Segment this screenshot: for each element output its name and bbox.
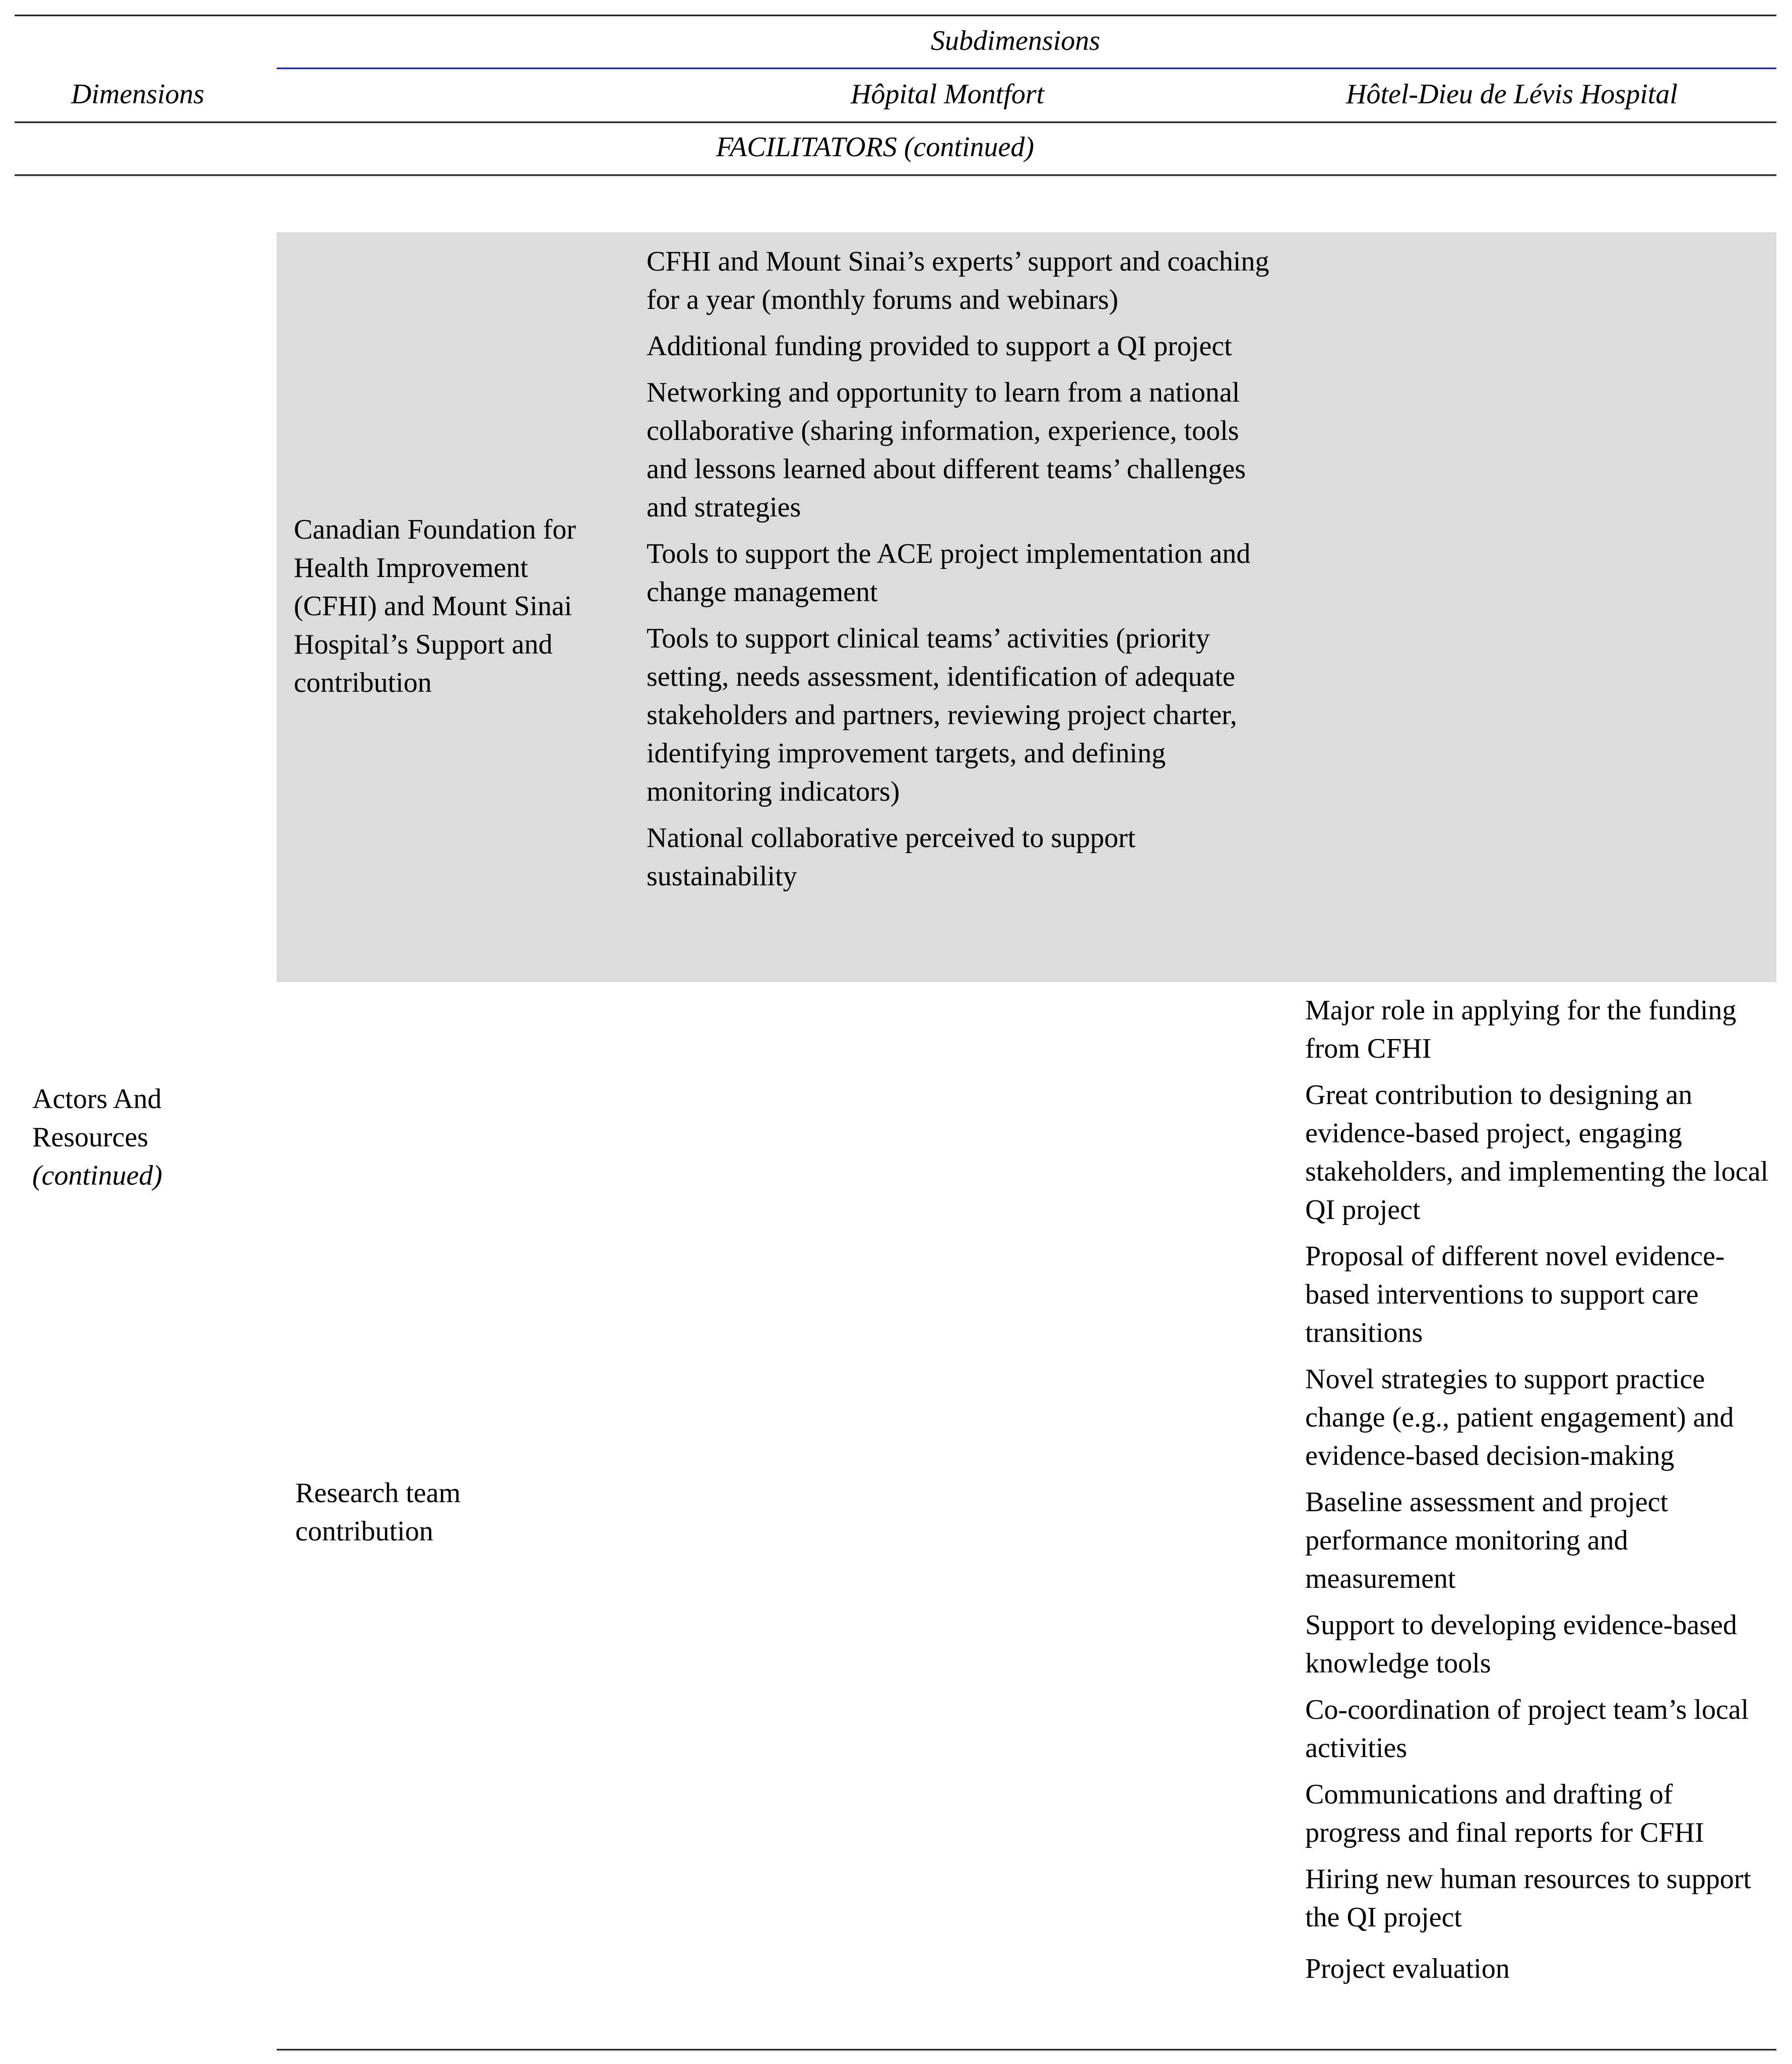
- table-bottom-rule: [277, 2049, 1776, 2050]
- list-item: Communications and drafting of progress and final reports for CFHI: [1305, 1779, 1704, 1848]
- montfort-cfhi-list: [647, 242, 1282, 904]
- header-subdimensions: Subdimensions: [931, 25, 1100, 56]
- list-item: Hiring new human resources to support the QI project: [1305, 1863, 1751, 1933]
- list-item: Project evaluation: [1305, 1953, 1510, 1984]
- subdimension-research-team: Research team contribution: [295, 1477, 461, 1547]
- section-bottom-rule: [15, 174, 1776, 176]
- dimension-actors-resources: [32, 1080, 244, 1195]
- header-dimensions: Dimensions: [71, 79, 205, 110]
- table-top-rule: [15, 15, 1776, 16]
- list-item: Support to developing evidence-based knowledge tools: [1305, 1609, 1737, 1679]
- header-col-levis: Hôtel-Dieu de Lévis Hospital: [1346, 79, 1678, 110]
- list-item: Additional funding provided to support a QI project: [647, 331, 1232, 362]
- list-item: Tools to support the ACE project implementation and change management: [647, 538, 1251, 608]
- subdimension-cfhi: Canadian Foundation for Health Improvement (CFHI) and Mount Sinai Hospital’s Support and contribution: [294, 514, 576, 698]
- header-col-montfort: Hôpital Montfort: [851, 79, 1045, 110]
- list-item: Baseline assessment and project performance monitoring and measurement: [1305, 1487, 1669, 1594]
- list-item: National collaborative perceived to support sustainability: [647, 822, 1136, 892]
- list-item: Novel strategies to support practice change (e.g., patient engagement) and evidence-based decision-making: [1305, 1364, 1734, 1471]
- section-label-facilitators: FACILITATORS (continued): [716, 132, 1035, 163]
- dimension-label-continued: (continued): [32, 1160, 163, 1191]
- dimension-label-line1: Actors And: [32, 1083, 162, 1115]
- subdimensions-rule: [277, 68, 1776, 69]
- header-bottom-rule: [15, 121, 1776, 123]
- list-item: Major role in applying for the funding from CFHI: [1305, 995, 1737, 1064]
- list-item: Networking and opportunity to learn from a national collaborative (sharing information, experience, tools and lessons learned about different teams’ challenges and strategies: [647, 377, 1246, 523]
- levis-research-list: [1305, 991, 1774, 1996]
- list-item: Tools to support clinical teams’ activities (priority setting, needs assessment, identification of adequate stakeholders and partners, reviewing project charter, identifying improvement targets, and defining monitoring indicators): [647, 623, 1237, 807]
- list-item: CFHI and Mount Sinai’s experts’ support and coaching for a year (monthly forums and webinars): [647, 246, 1269, 315]
- list-item: Co-coordination of project team’s local activities: [1305, 1694, 1749, 1764]
- list-item: Great contribution to designing an evidence-based project, engaging stakeholders, and implementing the local QI project: [1305, 1079, 1769, 1226]
- dimension-label-line2: Resources: [32, 1122, 149, 1153]
- list-item: Proposal of different novel evidence-based interventions to support care transitions: [1305, 1241, 1725, 1348]
